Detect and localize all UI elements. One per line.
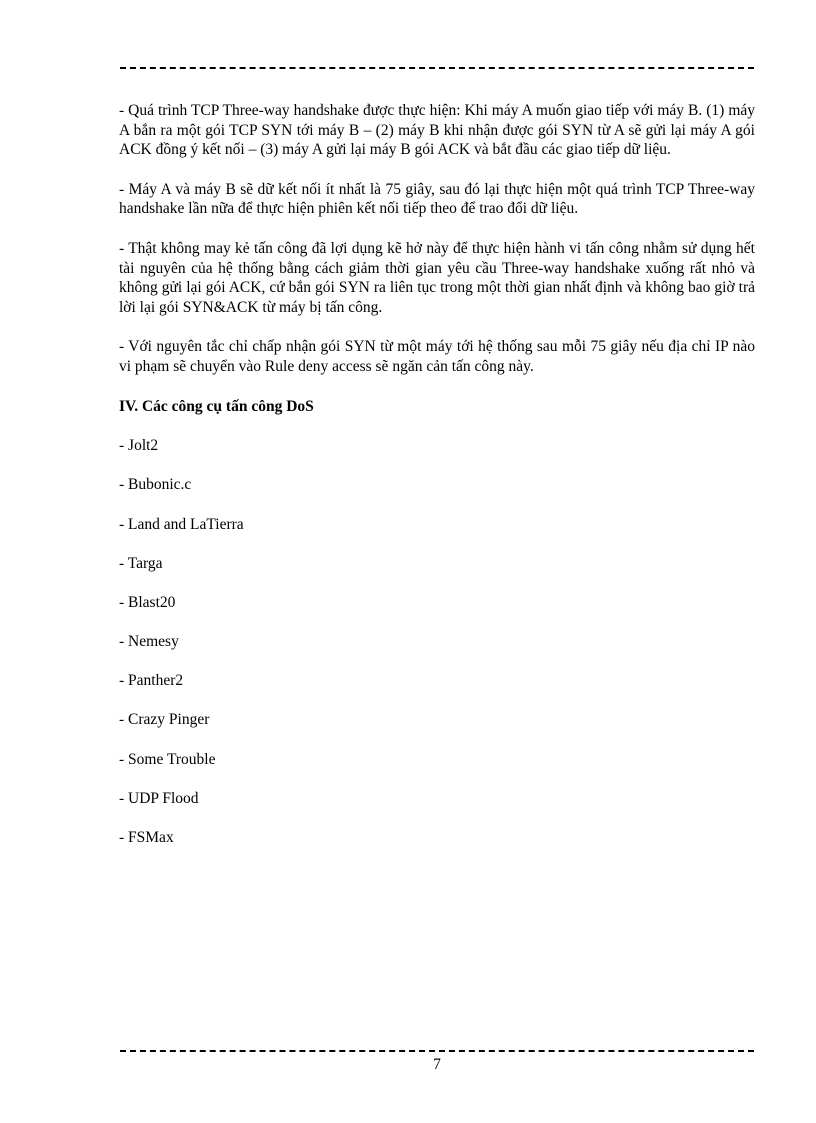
list-item: - UDP Flood — [119, 789, 199, 807]
list-item: - Land and LaTierra — [119, 515, 244, 533]
page-body — [119, 101, 755, 867]
list-item: - Jolt2 — [119, 437, 159, 455]
list-item: - Nemesy — [119, 633, 179, 651]
paragraph-attack-exploit: - Thật không may kẻ tấn công đã lợi dụng kẽ hở này để thực hiện hành vi tấn công nhằm sử dụng hết tài nguyên của hệ thống bằng cách giảm thời gian yêu cầu Three-way handshake xuống rất nhỏ và không gửi lại gói ACK, cứ bắn gói SYN ra liên tục trong một thời gian nhất định và không bao giờ trả lời lại gói SYN&ACK từ máy bị tấn công. — [119, 239, 755, 316]
list-item: - Panther2 — [119, 672, 184, 690]
footer-dashed-rule — [120, 1050, 754, 1052]
section-heading: IV. Các công cụ tấn công DoS — [119, 397, 314, 415]
paragraph-three-way-handshake: - Quá trình TCP Three-way handshake được thực hiện: Khi máy A muốn giao tiếp với máy B. (1) máy A bắn ra một gói TCP SYN tới máy B – (2) máy B khi nhận được gói SYN từ A sẽ gửi lại máy A gói ACK đồng ý kết nối – (3) máy A gửi lại máy B gói ACK và bắt đầu các giao tiếp dữ liệu. — [119, 102, 755, 159]
dos-tools-list — [119, 436, 755, 847]
list-item: - Blast20 — [119, 593, 176, 611]
list-item: - Bubonic.c — [119, 476, 192, 494]
paragraph-connection-duration: - Máy A và máy B sẽ dữ kết nối ít nhất là 75 giây, sau đó lại thực hiện một quá trình TCP Three-way handshake lần nữa để thực hiện phiên kết nối tiếp theo để trao đổi dữ liệu. — [119, 180, 755, 218]
header-dashed-rule — [120, 67, 754, 69]
list-item: - FSMax — [119, 829, 174, 846]
list-item: - Some Trouble — [119, 750, 216, 768]
paragraph-prevention: - Với nguyên tắc chỉ chấp nhận gói SYN từ một máy tới hệ thống sau mỗi 75 giây nếu địa chỉ IP nào vi phạm sẽ chuyển vào Rule deny access sẽ ngăn cản tấn công này. — [119, 338, 755, 375]
page-number: 7 — [433, 1056, 441, 1073]
list-item: - Crazy Pinger — [119, 711, 210, 729]
list-item: - Targa — [119, 554, 163, 572]
